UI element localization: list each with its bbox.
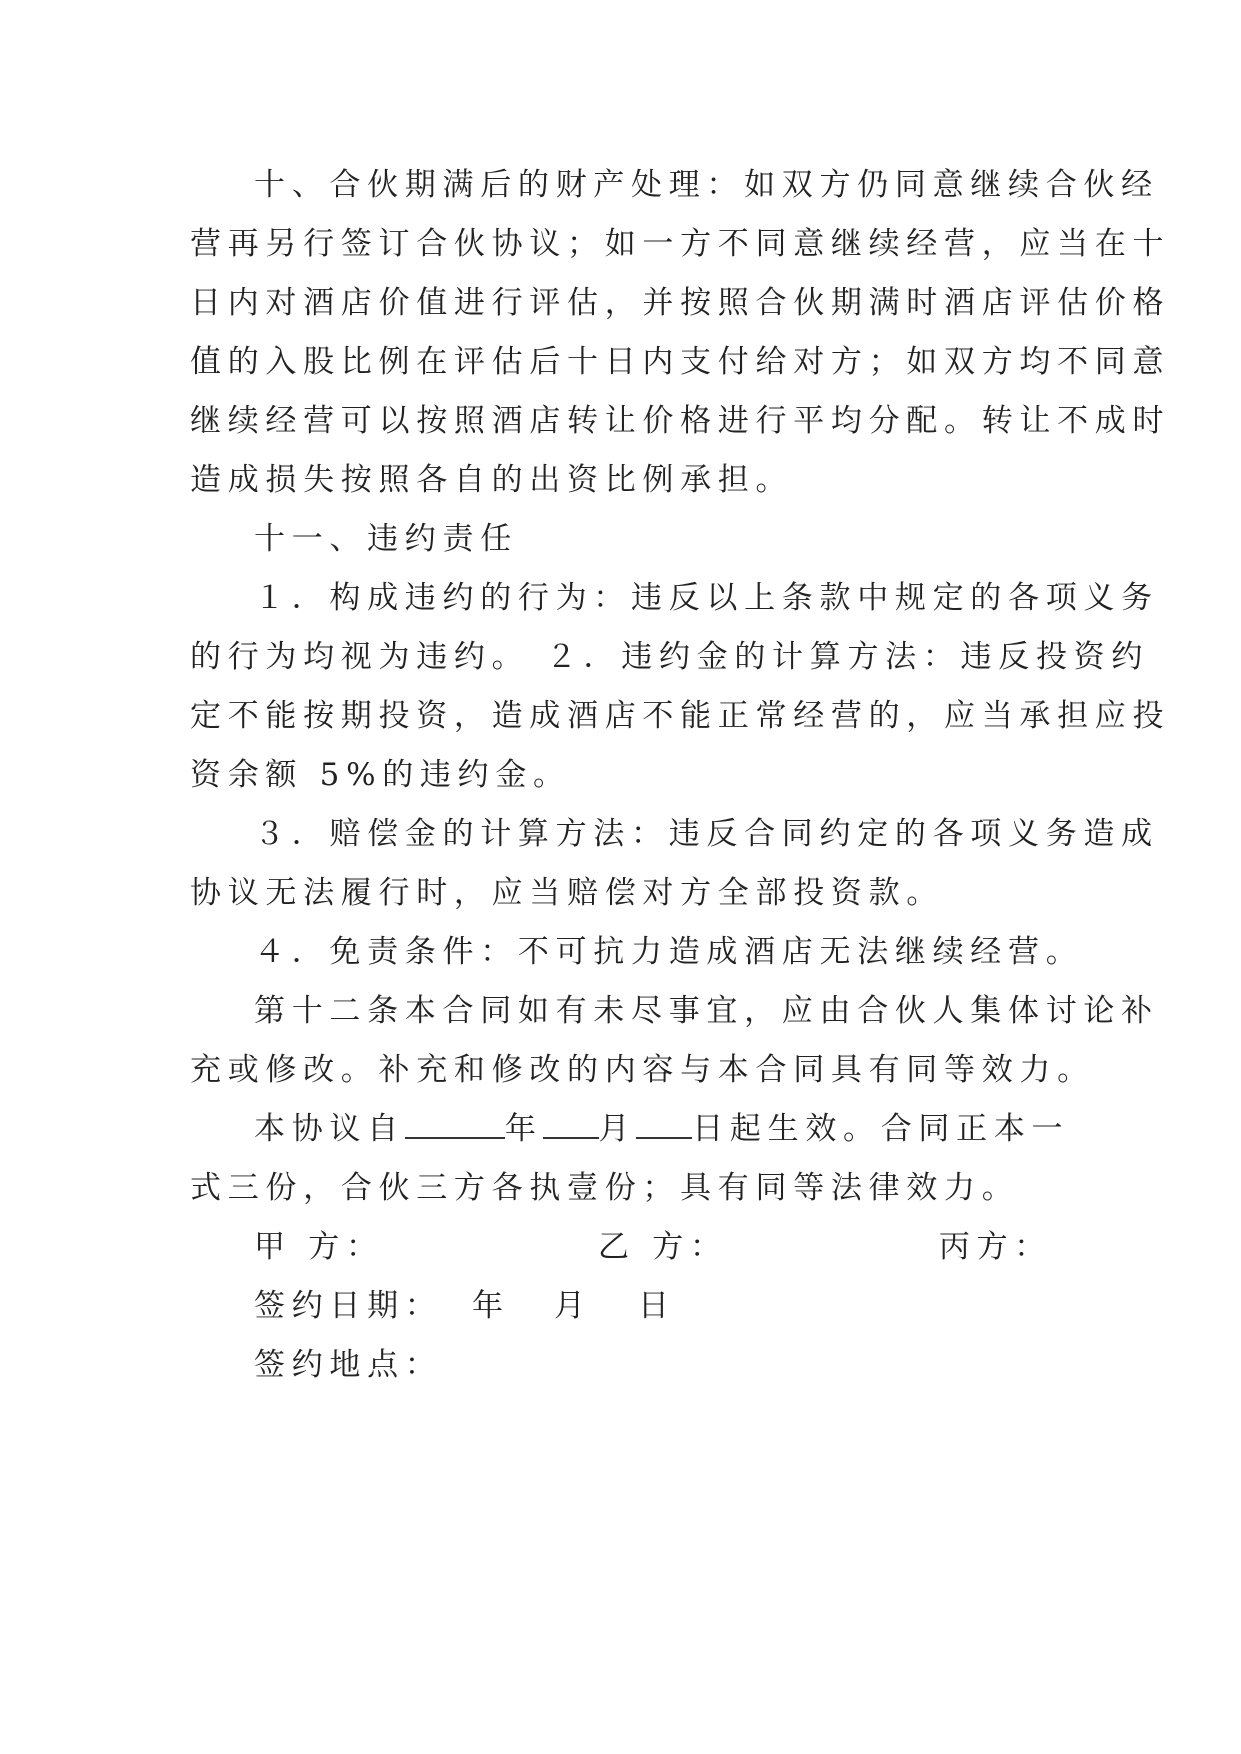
clause10-line-5: 继续经营可以按照酒店转让价格进行平均分配。转让不成时 [190,403,1171,439]
effective-prefix: 本协议自 [254,1111,405,1147]
clause11-item4: ４．免责条件：不可抗力造成酒店无法继续经营。 [254,934,1084,970]
sign-place-label: 签约地点： [254,1347,443,1383]
party-b-label: 乙 方： [598,1229,728,1265]
clause11-line-4: 资余额 5%的违约金。 [190,757,571,793]
party-a-label: 甲 方： [254,1229,384,1265]
sign-date-row [190,1277,1052,1336]
effective-month-label: 月 [598,1111,637,1147]
clause10-line-1: 十、合伙期满后的财产处理：如双方仍同意继续合伙经 [254,167,1159,203]
effective-date-line [190,1100,1070,1159]
effective-day-suffix: 日起生效。合同正本一 [692,1111,1070,1147]
signature-row [190,1218,1052,1277]
clause10-line-3: 日内对酒店价值进行评估，并按照合伙期满时酒店评估价格 [190,285,1171,321]
clause11-line-1: １．构成违约的行为：违反以上条款中规定的各项义务 [254,580,1159,616]
effective-year-label: 年 [504,1111,543,1147]
sign-date-month: 月 [554,1288,592,1324]
clause11-item3-line-2: 协议无法履行时，应当赔偿对方全部投资款。 [190,875,944,911]
clause12-line-1: 第十二条本合同如有未尽事宜，应由合伙人集体讨论补 [254,993,1159,1029]
clause10-line-6: 造成损失按照各自的出资比例承担。 [190,462,794,498]
clause12-line-2: 充或修改。补充和修改的内容与本合同具有同等效力。 [190,1052,1095,1088]
effective-line-2: 式三份，合伙三方各执壹份；具有同等法律效力。 [190,1170,1020,1206]
effective-year-blank [405,1111,505,1139]
effective-month-blank [543,1111,599,1139]
document-body [190,156,1171,1395]
sign-place-row [190,1336,1052,1395]
clause11-item3-line-1: ３．赔偿金的计算方法：违反合同约定的各项义务造成 [254,816,1159,852]
clause10-line-2: 营再另行签订合伙协议；如一方不同意继续经营，应当在十 [190,226,1171,262]
sign-date-label: 签约日期： [254,1288,443,1324]
sign-date-day: 日 [638,1288,676,1324]
clause11-line-2: 的行为均视为违约。 ２．违约金的计算方法：违反投资约 [190,639,1150,675]
clause10-line-4: 值的入股比例在评估后十日内支付给对方；如双方均不同意 [190,344,1171,380]
clause11-title: 十一、违约责任 [254,521,518,557]
effective-day-blank [636,1111,692,1139]
sign-date-year: 年 [472,1288,510,1324]
clause11-line-3: 定不能按期投资，造成酒店不能正常经营的，应当承担应投 [190,698,1171,734]
party-c-label: 丙方： [938,1229,1052,1265]
